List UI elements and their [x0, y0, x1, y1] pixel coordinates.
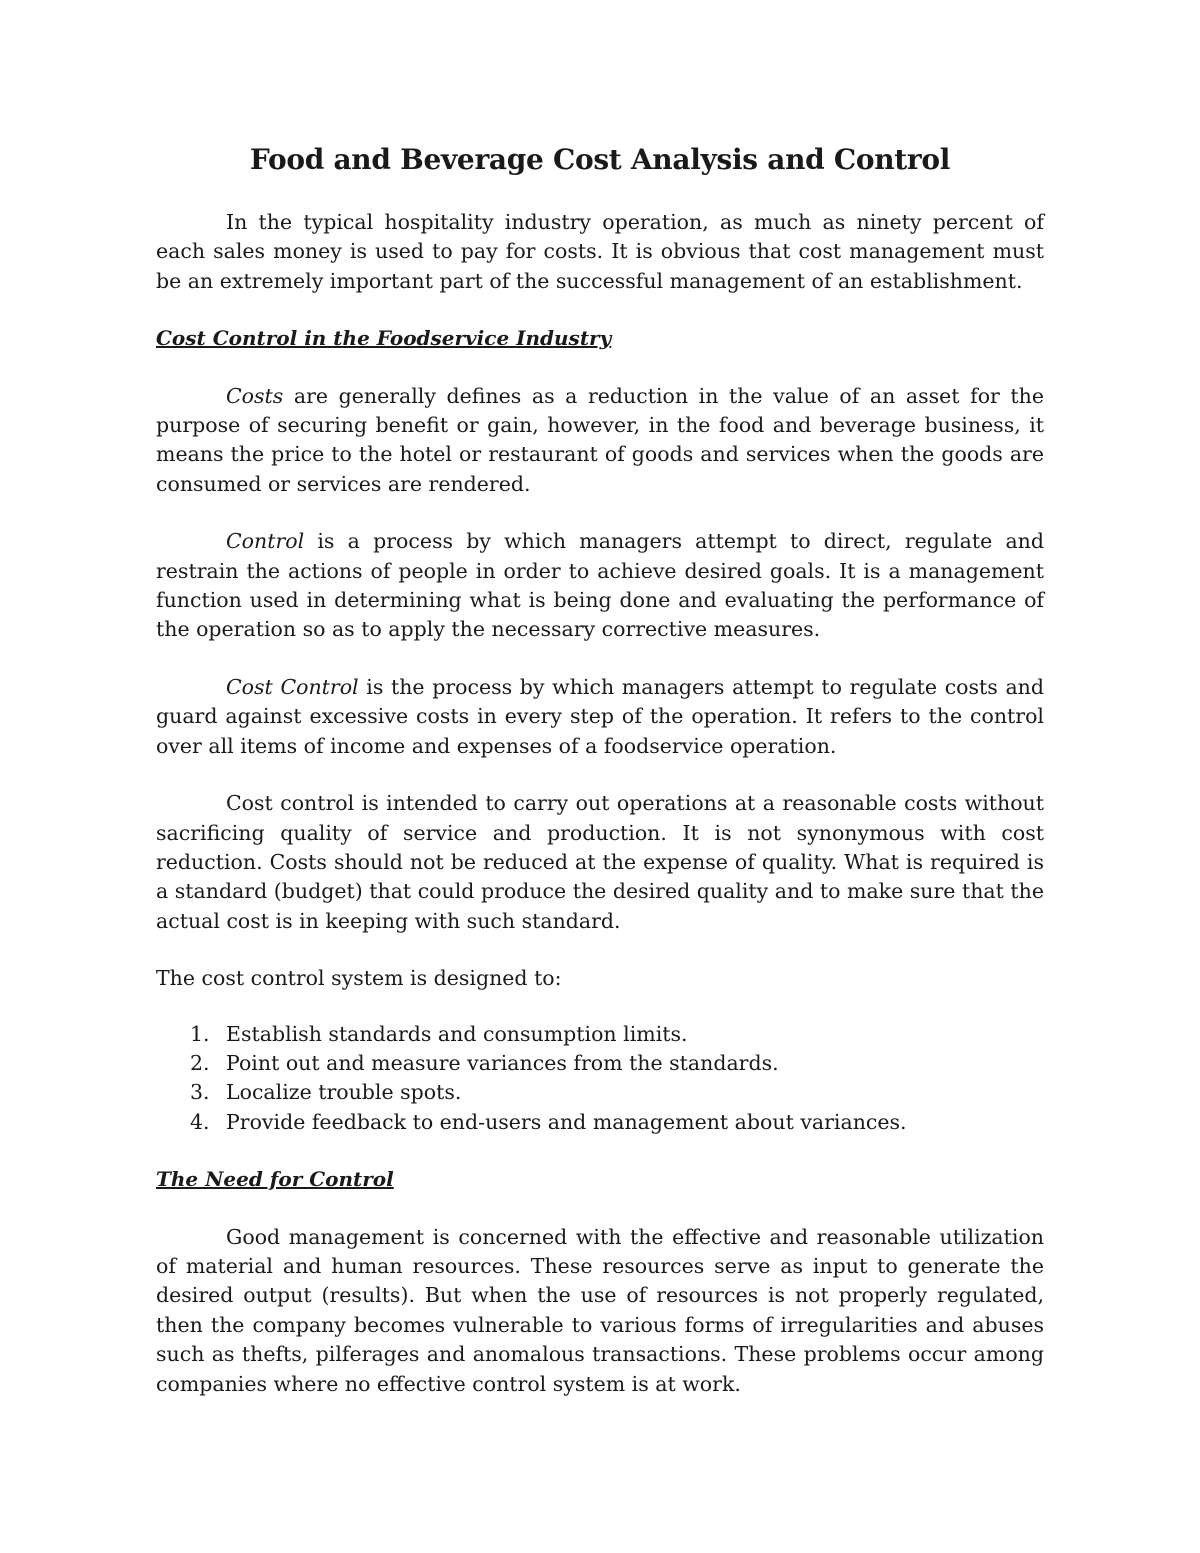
list-item-text: Establish standards and consumption limits. [226, 1021, 688, 1046]
section-heading-need-for-control: The Need for Control [156, 1167, 394, 1192]
list-item-number: 3. [190, 1080, 210, 1105]
list-item [156, 1108, 1044, 1137]
list-item-number: 1. [190, 1021, 210, 1046]
cost-control-definition-text: is the process by which managers attempt to regulate costs and guard against excessive costs in every step of the operation. It refers to the control over all items of income and expenses of a foodservice operation. [156, 674, 1044, 758]
list-item [156, 1049, 1044, 1078]
section-heading-cost-control: Cost Control in the Foodservice Industry [156, 326, 612, 351]
list-item-number: 4. [190, 1109, 210, 1134]
cost-control-term: Cost Control [226, 674, 359, 699]
cost-control-purpose-paragraph: Cost control is intended to carry out operations at a reasonable costs without sacrificing quality of service and production. It is not synonymous with cost reduction. Costs should not be reduced at the expense of quality. What is required is a standard (budget) that could produce the desired quality and to make sure that the actual cost is in keeping with such standard. [156, 791, 1044, 933]
control-definition-paragraph [156, 527, 1044, 645]
costs-definition-text: are generally defines as a reduction in the value of an asset for the purpose of securing benefit or gain, however, in the food and beverage business, it means the price to the hotel or restaurant of goods and services when the goods are consumed or services are rendered. [156, 383, 1044, 496]
list-item-number: 2. [190, 1050, 210, 1075]
costs-term: Costs [226, 383, 284, 408]
document-page [156, 138, 1044, 1399]
list-item-text: Point out and measure variances from the standards. [226, 1050, 779, 1075]
cost-control-definition-paragraph [156, 673, 1044, 761]
need-for-control-paragraph: Good management is concerned with the effective and reasonable utilization of material and human resources. These resources serve as input to generate the desired output (results). But when the use of resources is not properly regulated, then the company becomes vulnerable to various forms of irregularities and abuses such as thefts, pilferages and anomalous transactions. These problems occur among companies where no effective control system is at work. [156, 1224, 1044, 1396]
control-definition-text: is a process by which managers attempt to direct, regulate and restrain the actions of people in order to achieve desired goals. It is a management function used in determining what is being done and evaluating the performance of the operation so as to apply the necessary corrective measures. [156, 529, 1044, 642]
costs-definition-paragraph [156, 382, 1044, 500]
intro-paragraph: In the typical hospitality industry operation, as much as ninety percent of each sales money is used to pay for costs. It is obvious that cost management must be an extremely important part of the successful management of an establishment. [156, 210, 1044, 293]
list-item [156, 1020, 1044, 1049]
list-item [156, 1078, 1044, 1107]
list-item-text: Provide feedback to end-users and management about variances. [226, 1109, 907, 1134]
list-intro: The cost control system is designed to: [156, 966, 562, 991]
control-term: Control [226, 529, 305, 554]
cost-control-objectives-list [156, 1020, 1044, 1138]
document-title: Food and Beverage Cost Analysis and Control [249, 143, 951, 176]
list-item-text: Localize trouble spots. [226, 1080, 462, 1105]
